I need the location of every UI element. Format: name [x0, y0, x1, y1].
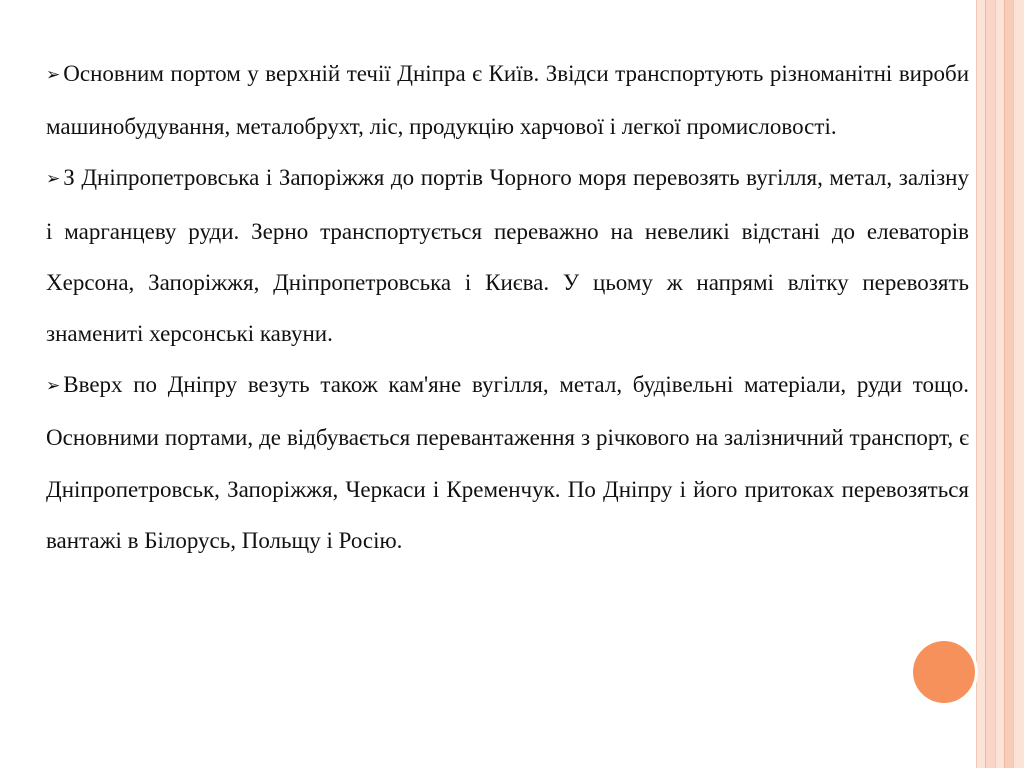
arrow-bullet-icon: ➢: [46, 376, 61, 397]
arrow-bullet-icon: ➢: [46, 65, 61, 85]
bullet-paragraph-1: [46, 48, 969, 152]
arrow-bullet-icon: ➢: [46, 169, 61, 190]
decorative-stripe: [976, 0, 985, 768]
slide-body: [46, 48, 969, 566]
decorative-stripe: [995, 0, 1004, 768]
paragraph-text: Вверх по Дніпру везуть також кам'яне вугілля, метал, будівельні матеріали, руди тощо. Основними портами, де відбувається перевантаження з річкового на залізничний транспорт, є Дніпропетровськ, Запоріжжя, Черкаси і Кременчук. По Дніпру і його притоках перевозяться вантажі в Білорусь, Польщу і Росію.: [46, 372, 969, 553]
decorative-stripe: [985, 0, 995, 768]
decorative-stripe: [1013, 0, 1024, 768]
paragraph-text: З Дніпропетровська і Запоріжжя до портів Чорного моря перевозять вугілля, метал, залізну і марганцеву руди. Зерно транспортується переважно на невеликі відстані до елеваторів Херсона, Запоріжжя, Дніпропетровська і Києва. У цьому ж напрямі влітку перевозять знамениті херсонські кавуни.: [46, 165, 969, 347]
decorative-circle: [913, 641, 975, 703]
paragraph-text: Основним портом у верхній течії Дніпра є Київ. Звідси транспортують різноманітні вироби машинобудування, металобрухт, ліс, продукцію харчової і легкої промисловості.: [46, 61, 969, 140]
bullet-paragraph-2: [46, 152, 969, 359]
decorative-stripe: [1004, 0, 1013, 768]
bullet-paragraph-3: [46, 359, 969, 566]
